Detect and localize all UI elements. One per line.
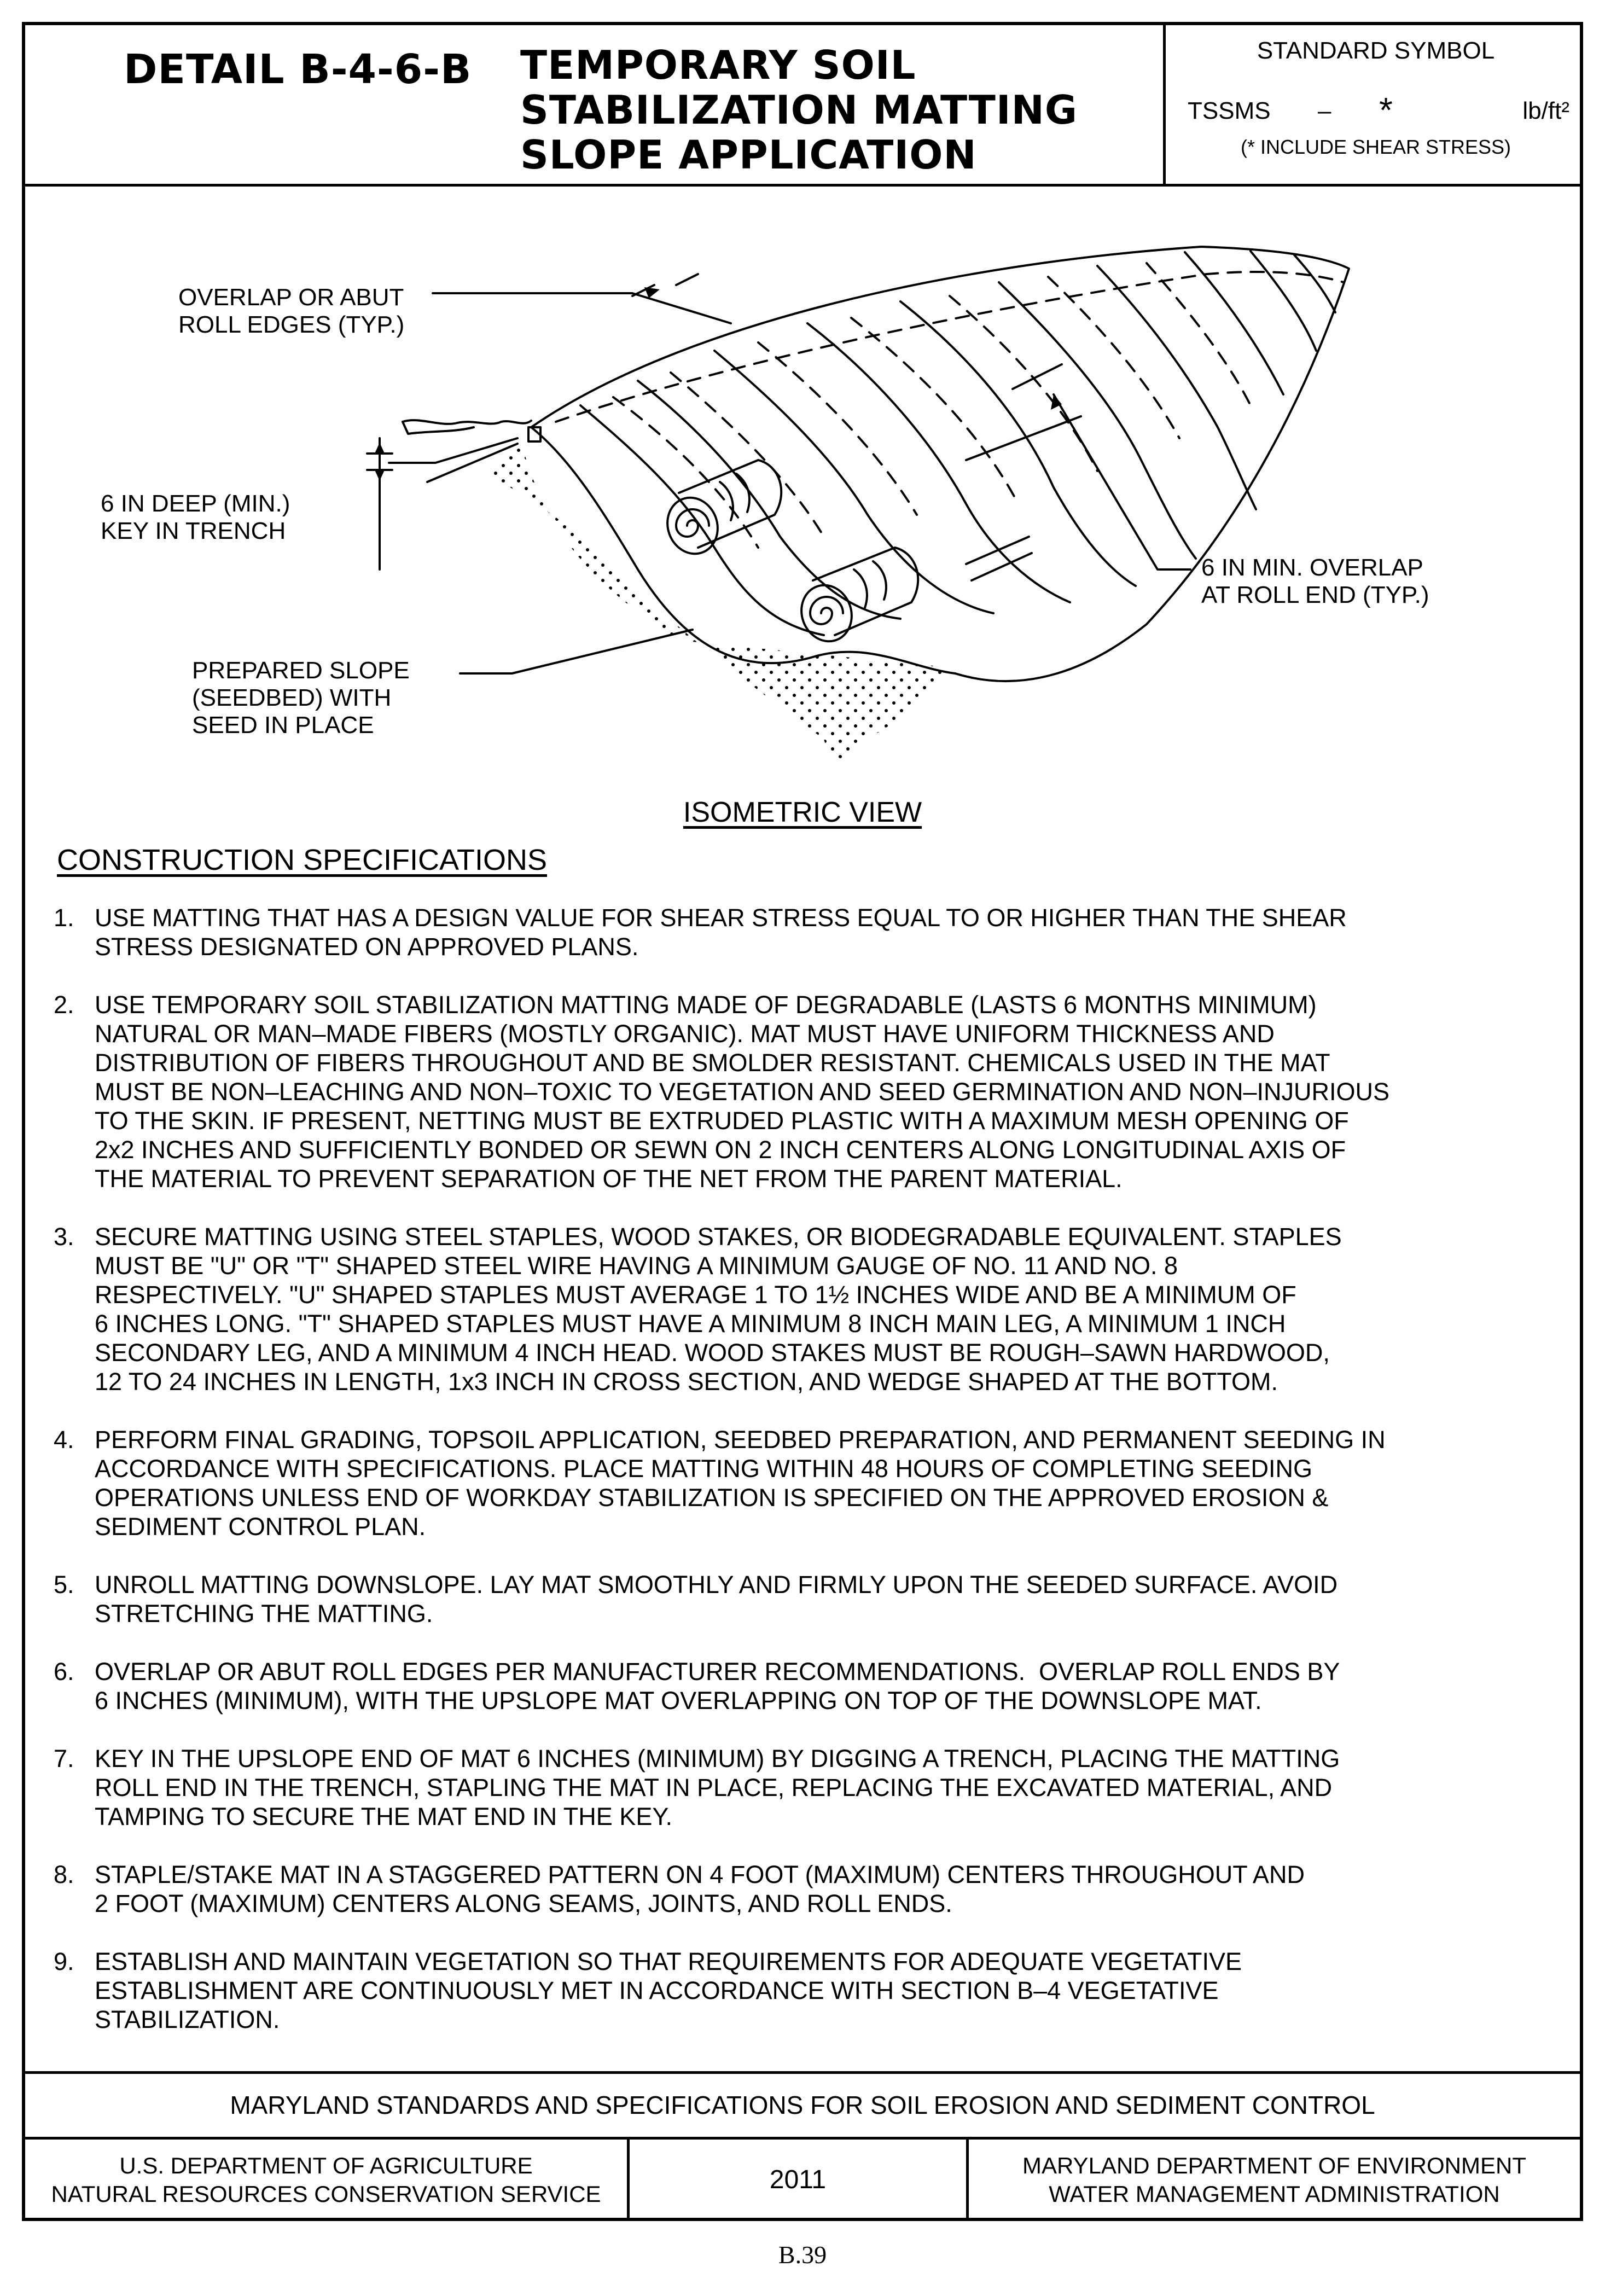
key-arrowhead (374, 469, 385, 481)
isometric-view-label: ISOMETRIC VIEW (683, 797, 922, 828)
spec-item (54, 1860, 1558, 1918)
standard-symbol-unit: lb/ft² (1522, 97, 1569, 124)
title-line-1: TEMPORARY SOIL (520, 42, 916, 88)
specifications-heading: CONSTRUCTION SPECIFICATIONS (57, 844, 548, 876)
roll-end-leader-line (1013, 364, 1062, 389)
callout-key-in-trench: 6 IN DEEP (MIN.) KEY IN TRENCH (101, 490, 290, 544)
spec-number: 7. (54, 1745, 74, 1772)
spec-text: ESTABLISH AND MAINTAIN VEGETATION SO THAT REQUIREMENTS FOR ADEQUATE VEGETATIVE ESTABLISHMENT ARE CONTINUOUSLY MET IN ACCORDANCE WITH SECTION B–4 VEGETATIVE STABILIZATION. (95, 1948, 1242, 2033)
spec-item (54, 903, 1558, 961)
spec-number: 2. (54, 991, 74, 1019)
callout-overlap-roll-edges: OVERLAP OR ABUT ROLL EDGES (TYP.) (178, 284, 405, 338)
standard-symbol-note: (* INCLUDE SHEAR STRESS) (1240, 136, 1511, 158)
spec-text: STAPLE/STAKE MAT IN A STAGGERED PATTERN ON 4 FOOT (MAXIMUM) CENTERS THROUGHOUT AND 2 FOOT (MAXIMUM) CENTERS ALONG SEAMS, JOINTS, AND ROLL ENDS. (95, 1861, 1305, 1917)
spec-number: 3. (54, 1223, 74, 1251)
roll-end-seam (966, 416, 1081, 460)
spec-item (54, 1744, 1558, 1831)
spec-item (54, 1425, 1558, 1541)
slope-leader-line (460, 630, 693, 673)
spec-text: USE TEMPORARY SOIL STABILIZATION MATTING MADE OF DEGRADABLE (LASTS 6 MONTHS MINIMUM) NATURAL OR MAN–MADE FIBERS (MOSTLY ORGANIC). MAT MUST HAVE UNIFORM THICKNESS AND DISTRIBUTION OF FIBERS THROUGHOUT AND BE SMOLDER RESISTANT. CHEMICALS USED IN THE MAT MUST BE NON–LEACHING AND NON–TOXIC TO VEGETATION AND SEED GERMINATION AND NON–INJURIOUS TO THE SKIN. IF PRESENT, NETTING MUST BE EXTRUDED PLASTIC WITH A MAXIMUM MESH OPENING OF 2x2 INCHES AND SUFFICIENTLY BONDED OR SEWN ON 2 INCH CENTERS ALONG LONGITUDINAL AXIS OF THE MATERIAL TO PREVENT SEPARATION OF THE NET FROM THE PARENT MATERIAL. (95, 991, 1390, 1193)
footer-usda-line-1: U.S. DEPARTMENT OF AGRICULTURE (119, 2153, 533, 2178)
ground-line (403, 420, 531, 424)
roll-strip-line (900, 301, 1136, 586)
standard-symbol-dash: – (1318, 97, 1331, 124)
roll-strip-line (638, 381, 900, 619)
footer-usda-line-2: NATURAL RESOURCES CONSERVATION SERVICE (51, 2181, 601, 2207)
spec-number: 9. (54, 1948, 74, 1975)
key-arrowhead (374, 443, 385, 455)
spec-text: SECURE MATTING USING STEEL STAPLES, WOOD STAKES, OR BIODEGRADABLE EQUIVALENT. STAPLES MUST BE "U" OR "T" SHAPED STEEL WIRE HAVING A MINIMUM GAUGE OF NO. 11 AND NO. 8 RESPECTIVELY. "U" SHAPED STAPLES MUST AVERAGE 1 TO 1½ INCHES WIDE AND BE A MINIMUM OF 6 INCHES LONG. "T" SHAPED STAPLES MUST HAVE A MINIMUM 8 INCH MAIN LEG, A MINIMUM 1 INCH SECONDARY LEG, AND A MINIMUM 4 INCH HEAD. WOOD STAKES MUST BE ROUGH–SAWN HARDWOOD, 12 TO 24 INCHES IN LENGTH, 1x3 INCH IN CROSS SECTION, AND WEDGE SHAPED AT THE BOTTOM. (95, 1223, 1342, 1396)
footer-year: 2011 (630, 2140, 969, 2221)
spec-number: 8. (54, 1861, 74, 1888)
roll-strip-line (580, 405, 824, 635)
callout-prepared-slope: PREPARED SLOPE (SEEDBED) WITH SEED IN PLACE (192, 657, 410, 739)
detail-title (520, 43, 1078, 177)
spec-text: USE MATTING THAT HAS A DESIGN VALUE FOR SHEAR STRESS EQUAL TO OR HIGHER THAN THE SHEAR STRESS DESIGNATED ON APPROVED PLANS. (95, 904, 1347, 961)
spec-item (54, 1947, 1558, 2034)
spec-item (54, 1570, 1558, 1628)
roll-strip-line (1294, 255, 1335, 312)
page-number: B.39 (778, 2241, 827, 2269)
standard-symbol-box (1163, 25, 1586, 184)
footer-mde-cell (969, 2140, 1580, 2221)
footer-standards-title: MARYLAND STANDARDS AND SPECIFICATIONS FOR SOIL EROSION AND SEDIMENT CONTROL (25, 2074, 1580, 2140)
standard-symbol-title: STANDARD SYMBOL (1257, 37, 1495, 64)
specifications-list (54, 903, 1558, 2063)
standard-symbol-star: * (1379, 90, 1393, 130)
overlap-leader-line (433, 293, 731, 323)
roll-strip-line (714, 351, 993, 613)
overlap-dashed-line (851, 318, 1015, 498)
view-label (25, 796, 1580, 829)
title-line-2: STABILIZATION MATTING (520, 87, 1078, 133)
overlap-dashed-line (613, 397, 758, 548)
spec-number: 1. (54, 904, 74, 932)
spec-number: 4. (54, 1426, 74, 1454)
spec-number: 5. (54, 1571, 74, 1599)
footer-block (25, 2071, 1580, 2221)
spec-item (54, 1222, 1558, 1396)
spec-text: UNROLL MATTING DOWNSLOPE. LAY MAT SMOOTHLY AND FIRMLY UPON THE SEEDED SURFACE. AVOID STRETCHING THE MATTING. (95, 1571, 1338, 1627)
spec-text: KEY IN THE UPSLOPE END OF MAT 6 INCHES (MINIMUM) BY DIGGING A TRENCH, PLACING THE MATTING ROLL END IN THE TRENCH, STAPLING THE MAT IN PLACE, REPLACING THE EXCAVATED MATERIAL, AND TAMPING TO SECURE THE MAT END IN THE KEY. (95, 1745, 1340, 1830)
roll-strip-line (807, 323, 1070, 602)
seedbed-soil (485, 438, 955, 764)
overlap-dashed-line (556, 272, 1344, 422)
standard-symbol-code: TSSMS (1188, 97, 1271, 124)
roll-strip-line (1251, 251, 1316, 351)
roll-strip-line (999, 282, 1196, 559)
spec-text: OVERLAP OR ABUT ROLL EDGES PER MANUFACTURER RECOMMENDATIONS. OVERLAP ROLL ENDS BY 6 INCHES (MINIMUM), WITH THE UPSLOPE MAT OVERLAPPING ON TOP OF THE DOWNSLOPE MAT. (95, 1658, 1340, 1714)
spec-text: PERFORM FINAL GRADING, TOPSOIL APPLICATION, SEEDBED PREPARATION, AND PERMANENT SEEDING IN ACCORDANCE WITH SPECIFICATIONS. PLACE MATTING WITHIN 48 HOURS OF COMPLETING SEEDING OPERATIONS UNLESS END OF WORKDAY STABILIZATION IS SPECIFIED ON THE APPROVED EROSION & SEDIMENT CONTROL PLAN. (95, 1426, 1386, 1541)
drawing-sheet (22, 22, 1583, 2221)
spec-item (54, 1657, 1558, 1715)
overlap-dashed-line (1147, 263, 1251, 405)
footer-usda-cell (25, 2140, 630, 2221)
overlap-arrow-tick (676, 274, 698, 285)
title-block (25, 25, 1580, 187)
callout-roll-end-overlap: 6 IN MIN. OVERLAP AT ROLL END (TYP.) (1201, 554, 1429, 608)
footer-mde-line-1: MARYLAND DEPARTMENT OF ENVIRONMENT (1022, 2153, 1526, 2178)
roll-end-seam (966, 537, 1029, 564)
title-line-3: SLOPE APPLICATION (520, 132, 977, 178)
spec-item (54, 990, 1558, 1193)
isometric-drawing (25, 187, 1580, 828)
detail-number: DETAIL B-4-6-B (124, 46, 472, 93)
footer-mde-line-2: WATER MANAGEMENT ADMINISTRATION (1049, 2181, 1500, 2207)
spec-number: 6. (54, 1658, 74, 1685)
roll-strip-line (1097, 266, 1256, 509)
